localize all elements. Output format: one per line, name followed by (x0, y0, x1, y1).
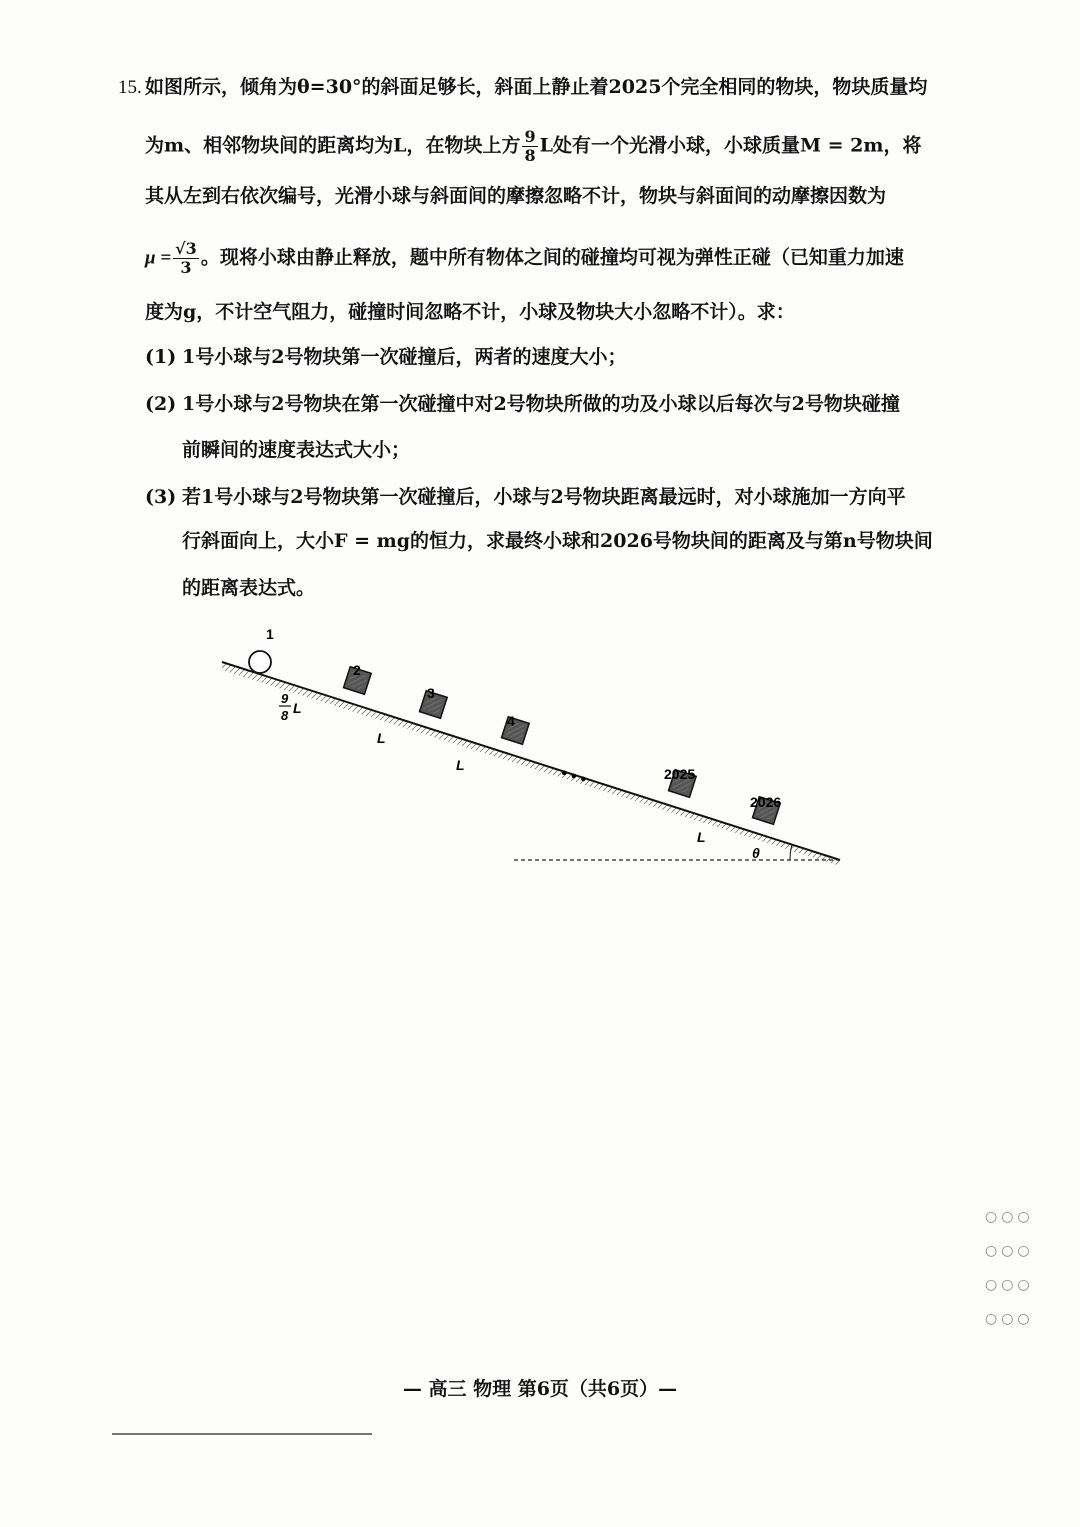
question-number: 15. (118, 77, 142, 98)
fraction-sqrt3-over-3 (173, 240, 199, 277)
question-line-3: 其从左到右依次编号，光滑小球与斜面间的摩擦忽略不计，物块与斜面间的动摩擦因数为 (145, 185, 887, 207)
subquestion-1-label: (1) (145, 346, 177, 368)
fraction-numerator: √3 (175, 239, 197, 258)
question-line-2 (145, 128, 965, 165)
angle-label-theta: θ (752, 845, 760, 861)
question-line-1: 如图所示，倾角为θ=30°的斜面足够长，斜面上静止着2025个完全相同的物块，物块质量均 (145, 76, 928, 98)
distance-9-8-L-numerator: 9 (281, 691, 289, 706)
subquestion-2-line-1: 1号小球与2号物块在第一次碰撞中对2号物块所做的功及小球以后每次与2号物块碰撞 (182, 393, 900, 415)
question-line-4b: 。现将小球由静止释放，题中所有物体之间的碰撞均可视为弹性正碰（已知重力加速 (200, 246, 904, 269)
mu-symbol: μ = (145, 247, 172, 269)
block-label-2026: 2026 (750, 794, 782, 810)
subquestion-3-line-3: 的距离表达式。 (182, 577, 316, 599)
fraction-nine-eighths (522, 128, 537, 165)
incline-surface (222, 662, 840, 860)
distance-label-L-1: L (377, 730, 386, 746)
subquestion-2-label: (2) (145, 393, 177, 415)
incline-figure (0, 620, 1080, 880)
block-4 (502, 717, 530, 745)
fraction-denominator: 8 (524, 146, 536, 165)
distance-9-8-L-denominator: 8 (281, 708, 289, 723)
page-footer: — 高三 物理 第6页（共6页）— (402, 1378, 678, 1400)
question-line-2b: L处有一个光滑小球，小球质量M = 2m，将 (539, 134, 922, 157)
block-label-2025: 2025 (664, 766, 696, 782)
block-label-3: 3 (427, 685, 435, 701)
question-line-5: 度为g，不计空气阻力，碰撞时间忽略不计，小球及物块大小忽略不计）。求： (145, 301, 795, 323)
ball-1 (249, 651, 271, 673)
question-line-4 (145, 240, 965, 277)
ellipsis-dots: • • • (558, 764, 589, 789)
fraction-numerator: 9 (524, 127, 536, 146)
subquestion-2-line-2: 前瞬间的速度表达式大小； (182, 439, 411, 461)
subquestion-3-line-2: 行斜面向上，大小F = mg的恒力，求最终小球和2026号物块间的距离及与第n号物块间 (182, 530, 933, 552)
subquestion-3-line-1: 若1号小球与2号物块第一次碰撞后，小球与2号物块距离最远时，对小球施加一方向平 (182, 486, 906, 508)
distance-label-L-3: L (697, 829, 706, 845)
distance-label-L-2: L (456, 757, 465, 773)
margin-scribbles: ○○○ ○○○ ○○○ ○○○ (985, 1209, 1034, 1327)
question-line-2a: 为m、相邻物块间的距离均为L，在物块上方 (145, 134, 521, 157)
footer-rule (112, 1433, 372, 1435)
subquestion-3-label: (3) (145, 486, 177, 508)
fraction-denominator: 3 (180, 258, 192, 277)
block-label-2: 2 (353, 662, 361, 678)
block-label-4: 4 (507, 713, 515, 729)
distance-9-8-L-letter: L (293, 700, 302, 716)
ball-label: 1 (266, 626, 274, 642)
subquestion-1: 1号小球与2号物块第一次碰撞后，两者的速度大小； (182, 346, 627, 368)
